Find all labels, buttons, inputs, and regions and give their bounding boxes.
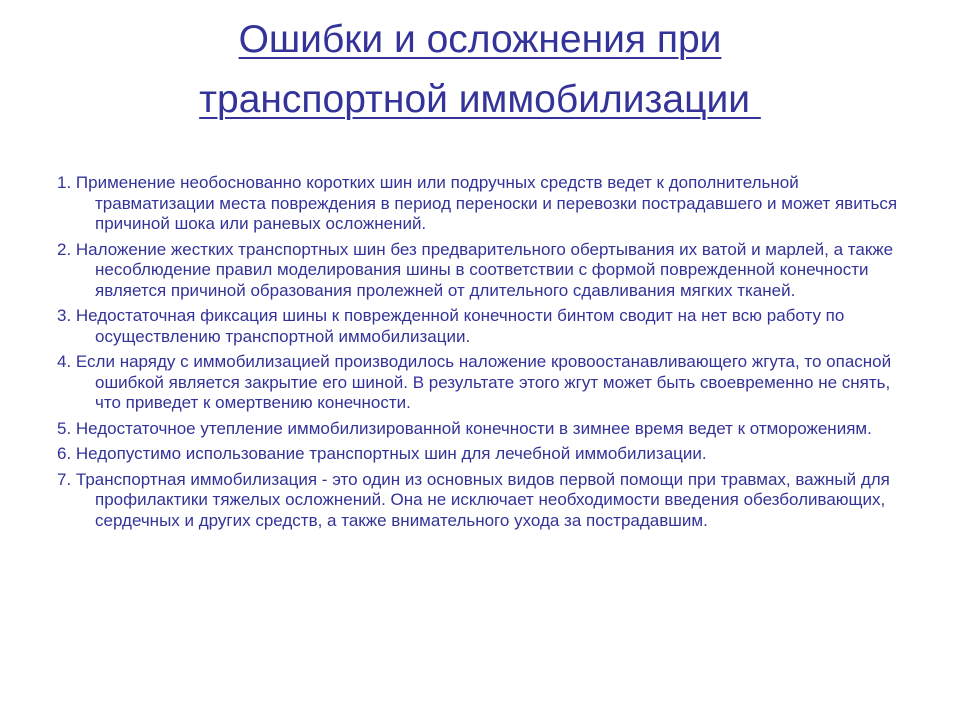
- list-item-2: 2. Наложение жестких транспортных шин без предварительного обертывания их ватой и марлей, а также несоблюдение правил моделирования шины в соответствии с формой поврежденной конечности является причиной образования пролежней от длительного сдавливания мягких тканей.: [57, 239, 894, 300]
- slide-title: [80, 10, 880, 130]
- list-item-5: 5. Недостаточное утепление иммобилизированной конечности в зимнее время ведет к отморожениям.: [57, 418, 872, 438]
- list-item-3: 3. Недостаточная фиксация шины к поврежденной конечности бинтом сводит на нет всю работу по осуществлению транспортной иммобилизации.: [57, 306, 845, 346]
- list-item-4: 4. Если наряду с иммобилизацией производилось наложение кровоостанавливающего жгута, то опасной ошибкой является закрытие его шиной. В результате этого жгут может быть своевременно не снять, что приведет к омертвению конечности.: [57, 352, 892, 412]
- list-item-6: 6. Недопустимо использование транспортных шин для лечебной иммобилизации.: [57, 444, 707, 463]
- errors-list: [57, 173, 907, 536]
- slide-title-line-2: транспортной иммобилизации: [199, 78, 761, 121]
- list-item-1: 1. Применение необоснованно коротких шин или подручных средств ведет к дополнительной травматизации места повреждения в период переноски и перевозки пострадавшего и может явиться причиной шока или раневых осложнений.: [57, 173, 898, 233]
- list-item-7: 7. Транспортная иммобилизация - это один из основных видов первой помощи при травмах, важный для профилактики тяжелых осложнений. Она не исключает необходимости введения обезболивающих, сердечных и других средств, а также внимательного ухода за пострадавшим.: [57, 469, 890, 530]
- slide-title-line-1: Ошибки и осложнения при: [238, 18, 722, 61]
